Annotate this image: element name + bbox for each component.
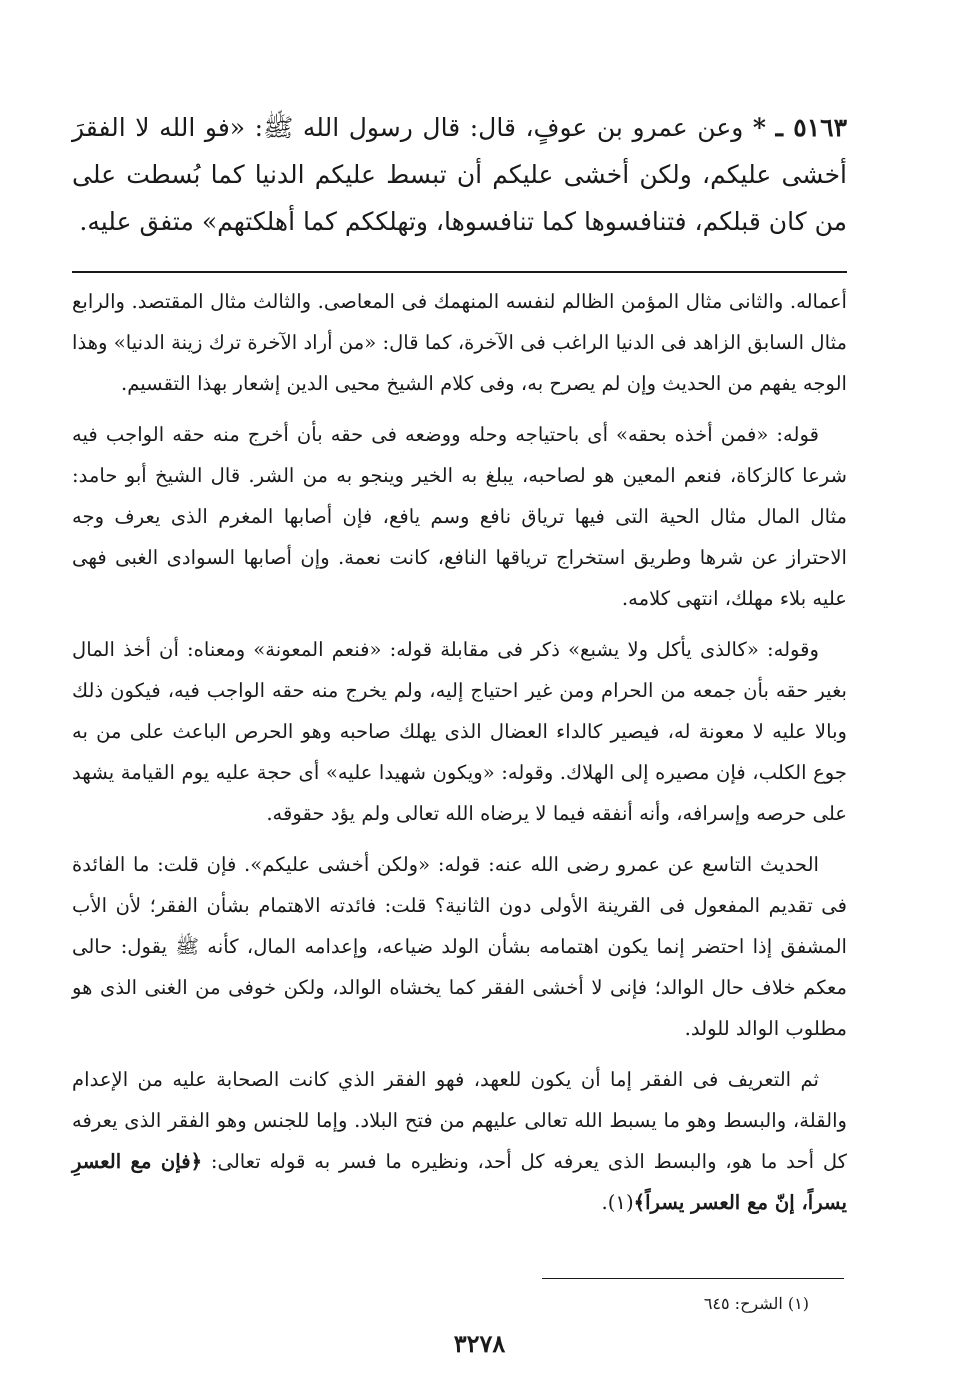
section-divider bbox=[72, 271, 847, 273]
commentary-paragraph-1: أعماله. والثانى مثال المؤمن الظالم لنفسه المنهمك فى المعاصى. والثالث مثال المقتصد. والرابع مثال السابق الزاهد فى الدنيا الراغب فى الآخرة، كما قال: «من أراد الآخرة ترك زينة الدنيا» وهذا الوجه يفهم من الحديث وإن لم يصرح به، وفى كلام الشيخ محيى الدين إشعار بهذا التقسيم. bbox=[72, 290, 847, 395]
hadith-text bbox=[72, 104, 847, 245]
hadith-number: ٥١٦٣ ـ bbox=[775, 113, 847, 142]
footnote: (١) الشرح: ٦٤٥ bbox=[703, 1294, 809, 1313]
hadith-marker: * bbox=[752, 113, 766, 142]
commentary-paragraph-2: قوله: «فمن أخذه بحقه» أى باحتياجه وحله ووضعه فى حقه بأن أخرج منه حقه الواجب فيه شرعا كالزكاة، فنعم المعين هو لصاحبه، يبلغ به الخير وينجو به من الشر. قال الشيخ أبو حامد: مثال المال مثال الحية التى فيها ترياق نافع وسم يافع، فإن أصابها المغرم الذى يعرف وجه الاحتراز عن شرها وطريق استخراج ترياقها النافع، كانت نعمة. وإن أصابها السوادى الغبى فهى عليه بلاء مهلك، انتهى كلامه. bbox=[72, 423, 847, 610]
commentary-paragraph-5 bbox=[72, 1060, 847, 1223]
commentary-paragraph-4: الحديث التاسع عن عمرو رضى الله عنه: قوله: «ولكن أخشى عليكم». فإن قلت: ما الفائدة فى تقديم المفعول فى القرينة الأولى دون الثانية؟ قلت: فائدته الاهتمام بشأن الفقر؛ لأن الأب المشفق إذا احتضر إنما يكون اهتمامه بشأن الولد ضياعه، وإعدامه المال، كأنه ﷺ يقول: حالى معكم خلاف حال الوالد؛ فإنى لا أخشى الفقر كما يخشاه الوالد، ولكن خوفى من الغنى الذى هو مطلوب الوالد للولد. bbox=[72, 853, 847, 1040]
footnote-divider bbox=[542, 1278, 844, 1279]
hadith-body: وعن عمرو بن عوفٍ، قال: قال رسول الله ﷺ: «فو الله لا الفقرَ أخشى عليكم، ولكن أخشى عليكم أن تبسط عليكم الدنيا كما بُسطت على من كان قبلكم، فتنافسوها كما تنافسوها، وتهلككم كما أهلكتهم» متفق عليه. bbox=[72, 113, 847, 236]
page-number: ٣٢٧٨ bbox=[453, 1329, 506, 1358]
commentary-paragraph-3: وقوله: «كالذى يأكل ولا يشبع» ذكر فى مقابلة قوله: «فنعم المعونة» ومعناه: أن أخذ المال بغير حقه بأن جمعه من الحرام ومن غير احتياج إليه، ولم يخرج منه حقه الواجب فيه، فيكون ذلك وبالا عليه لا معونة له، فيصير كالداء العضال الذى يهلك صاحبه وهو الحرص الباعث على من به جوع الكلب، فإن مصيره إلى الهلاك. وقوله: «ويكون شهيدا عليه» أى حجة عليه يوم القيامة يشهد على حرصه وإسرافه، وأنه أنفقه فيما لا يرضاه الله تعالى ولم يؤد حقوقه. bbox=[72, 638, 847, 825]
footnote-reference: (١). bbox=[601, 1190, 634, 1214]
paragraph-5-text: ثم التعريف فى الفقر إما أن يكون للعهد، فهو الفقر الذي كانت الصحابة عليه من الإعدام والقلة، والبسط وهو ما يسبط الله تعالى عليهم من فتح البلاد. وإما للجنس وهو الفقر الذى يعرفه كل أحد ما هو، والبسط الذى يعرفه كل أحد، ونظيره ما فسر به قوله تعالى: bbox=[72, 1068, 847, 1173]
commentary-section bbox=[72, 282, 847, 1235]
quran-verse: ﴿فإن مع العسرِ يسراً، إنّ مع العسر يسراً﴾ bbox=[72, 1149, 847, 1214]
